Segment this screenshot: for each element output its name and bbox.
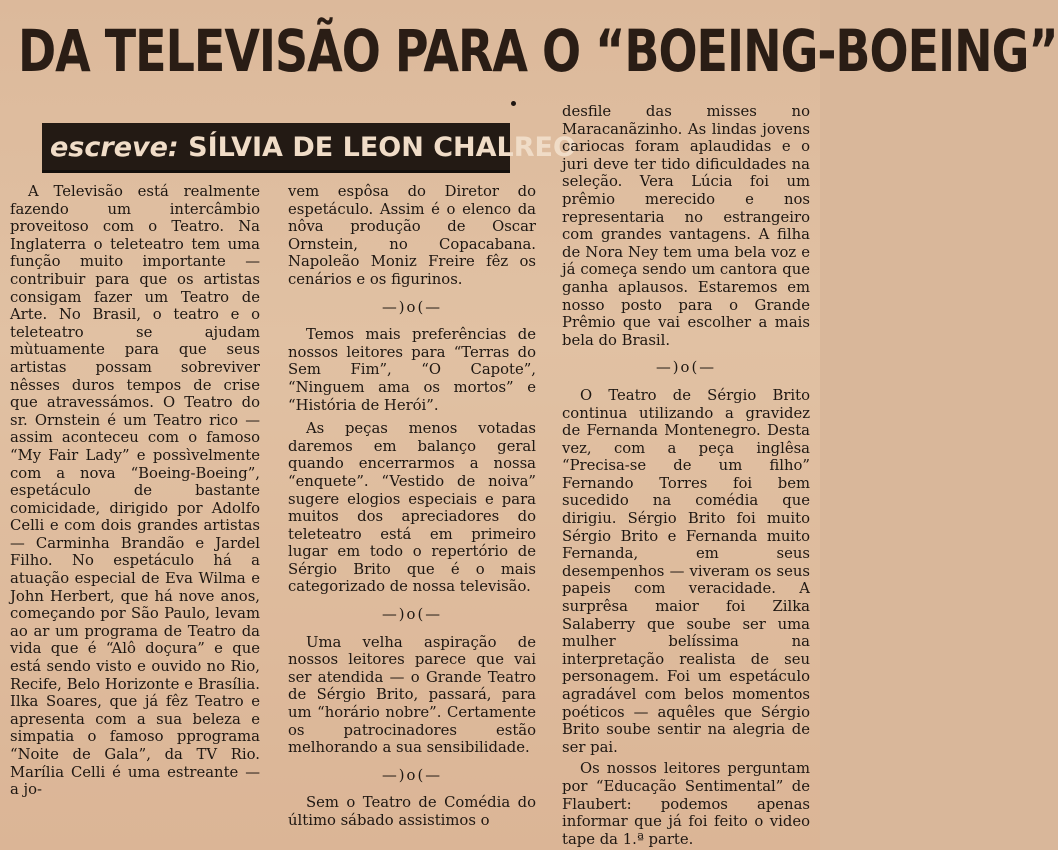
byline-box: [42, 123, 576, 173]
column3-paragraph-1: desfile das misses no Maracanãzinho. As lindas jovens cariocas foram aplaudidas e o juri deve ter tido dificuldades na seleção. Vera Lúcia foi um prêmio merecido e nos representaria no estrangeiro com grandes vantagens. A filha de Nora Ney tem uma bela voz e já começa sendo um cantora que ganha aplausos. Estaremos em nosso posto para o Grande Prêmio que vai escolher a mais bela do Brasil.: [562, 103, 810, 349]
byline-author: SÍLVIA DE LEON CHALREO: [188, 132, 576, 163]
section-separator: —)o(—: [381, 766, 443, 784]
ink-dot: [511, 101, 516, 106]
section-separator: —)o(—: [655, 359, 717, 377]
column2-paragraph-2: Temos mais preferências de nossos leitores para “Terras do Sem Fim”, “O Capote”, “Ninguem ama os mortos” e “História de Herói”.: [288, 326, 536, 414]
article-column-1: [10, 183, 260, 799]
article-column-3: [562, 103, 810, 848]
section-separator: —)o(—: [381, 606, 443, 624]
column3-paragraph-3: Os nossos leitores perguntam por “Educação Sentimental” de Flaubert: podemos apenas informar que já foi feito o video tape da 1.ª parte.: [562, 760, 810, 848]
column1-paragraph-1: A Televisão está realmente fazendo um intercâmbio proveitoso com o Teatro. Na Inglaterra o teleteatro tem uma função muito importante — contribuir para que os artistas consigam fazer um Teatro de Arte. No Brasil, o teatro e o teleteatro se ajudam mùtuamente para que seus artistas possam sobreviver nêsses duros tempos de crise que atravessámos. O Teatro do sr. Ornstein é um Teatro rico — assim aconteceu com o famoso “My Fair Lady” e possìvelmente com a nova “Boeing-Boeing”, espetáculo de bastante comicidade, dirigido por Adolfo Celli e com dois grandes artistas — Carminha Brandão e Jardel Filho. No espetáculo há a atuação especial de Eva Wilma e John Herbert, que há nove anos, começando por São Paulo, levam ao ar um programa de Teatro da vida que é “Alô doçura” e que está sendo visto e ouvido no Rio, Recife, Belo Horizonte e Brasília. Ilka Soares, que já fêz Teatro e apresenta com a sua beleza e simpatia o famoso pprograma “Noite de Gala”, da TV Rio. Marília Celli é uma estreante — a jo-: [10, 183, 260, 799]
column2-paragraph-1: vem espôsa do Diretor do espetáculo. Assim é o elenco da nôva produção de Oscar Ornstein, no Copacabana. Napoleão Moniz Freire fêz os cenários e os figurinos.: [288, 183, 536, 288]
headline: DA TELEVISÃO PARA O “BOEING-BOEING”: [18, 17, 1058, 85]
byline-prefix: escreve:: [50, 132, 179, 163]
column2-paragraph-5: Sem o Teatro de Comédia do último sábado assistimos o: [288, 794, 536, 829]
column2-paragraph-4: Uma velha aspiração de nossos leitores parece que vai ser atendida — o Grande Teatro de Sérgio Brito, passará, para um “horário nobre”. Certamente os patrocinadores estão melhorando a sua sensibilidade.: [288, 633, 536, 757]
section-separator: —)o(—: [381, 298, 443, 316]
article-column-2: [288, 183, 536, 830]
column3-paragraph-2: O Teatro de Sérgio Brito continua utilizando a gravidez de Fernanda Montenegro. Desta vez, com a peça inglêsa “Precisa-se de um filho” Fernando Torres foi bem sucedido na comédia que dirigiu. Sérgio Brito foi muito Sérgio Brito e Fernanda muito Fernanda, em seus desempenhos — viveram os seus papeis com veracidade. A surprêsa maior foi Zilka Salaberry que soube ser uma mulher belíssima na interpretação realista de seu personagem. Foi um espetáculo agradável com belos momentos poéticos — aquêles que Sérgio Brito soube sentir na alegria de ser pai.: [562, 386, 810, 756]
column2-paragraph-3: As peças menos votadas daremos em balanço geral quando encerrarmos a nossa “enquete”. “Vestido de noiva” sugere elogios especiais e para muitos dos apreciadores do teleteatro está em primeiro lugar em todo o repertório de Sérgio Brito que é o mais categorizado de nossa televisão.: [288, 420, 536, 596]
